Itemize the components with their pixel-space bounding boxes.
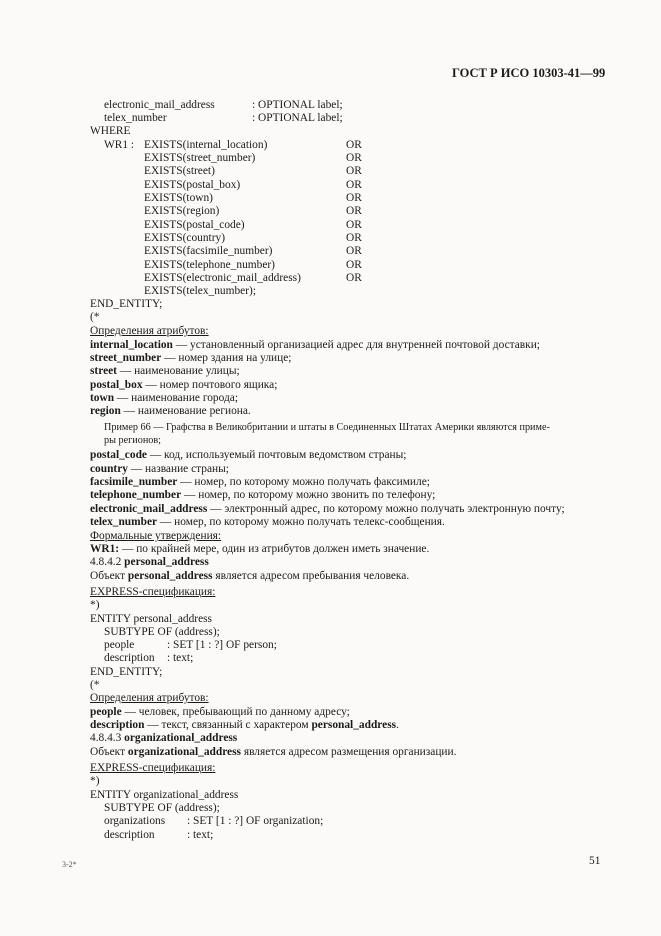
attr-term: postal_box — [90, 379, 143, 391]
attr-desc: — текст, связанный с характером — [144, 719, 312, 731]
attr-desc: — код, используемый почтовым ведомством страны; — [146, 449, 407, 461]
rule-term: WR1: — [90, 543, 120, 555]
attr-term: description — [90, 719, 145, 731]
example-note: Пример 66 — Графства в Великобритании и штаты в Соединенных Штатах Америки являются приме- — [104, 422, 550, 433]
attr-def-line — [90, 405, 251, 418]
attr-term: telex_number — [90, 516, 158, 528]
exists-line: EXISTS(electronic_mail_address) — [144, 272, 301, 284]
intro-text: является адресом пребывания человека. — [212, 570, 410, 582]
formal-rule — [90, 543, 429, 556]
or-keyword: OR — [346, 272, 362, 284]
where-keyword: WHERE — [90, 125, 131, 137]
exists-line: EXISTS(facsimile_number) — [144, 245, 273, 257]
attr-type-description: : text; — [167, 652, 194, 664]
attr-desc: . — [396, 719, 399, 731]
comment-open: (* — [90, 679, 100, 691]
exists-line: EXISTS(telex_number); — [144, 285, 256, 297]
attr-def-line — [90, 379, 277, 392]
or-keyword: OR — [346, 165, 362, 177]
attr-term: electronic_mail_address — [90, 503, 208, 515]
end-entity-keyword: END_ENTITY; — [90, 666, 163, 678]
example-note-cont: ры регионов; — [104, 435, 162, 446]
attr-term: people — [90, 706, 122, 718]
or-keyword: OR — [346, 152, 362, 164]
express-heading: EXPRESS-спецификация: — [90, 762, 216, 774]
attr-def-line — [90, 503, 565, 516]
page-number: 51 — [589, 855, 601, 867]
attr-desc: — номер, по которому можно получать телекс-сообщения. — [157, 516, 445, 528]
exists-line: EXISTS(telephone_number) — [144, 259, 275, 271]
exists-line: EXISTS(postal_box) — [144, 179, 241, 191]
attr-def-line — [90, 352, 291, 365]
attr-def-line — [90, 365, 240, 378]
exists-line: EXISTS(street_number) — [144, 152, 256, 164]
attr-desc: — наименование улицы; — [116, 365, 240, 377]
attr-desc: — номер, по которому можно звонить по телефону; — [181, 489, 436, 501]
intro-term: organizational_address — [127, 746, 241, 758]
attr-desc: — номер здания на улице; — [161, 352, 292, 364]
end-entity-keyword: END_ENTITY; — [90, 298, 163, 310]
attr-type-people: : SET [1 : ?] OF person; — [167, 639, 277, 651]
or-keyword: OR — [346, 205, 362, 217]
section-heading-org — [90, 732, 237, 745]
attr-type-organizations: : SET [1 : ?] OF organization; — [187, 815, 324, 827]
or-keyword: OR — [346, 259, 362, 271]
formal-heading: Формальные утверждения: — [90, 530, 222, 542]
attr-defs-heading: Определения атрибутов: — [90, 692, 209, 704]
attr-def-line — [90, 449, 406, 462]
exists-line: EXISTS(country) — [144, 232, 225, 244]
attr-def-line — [90, 719, 399, 732]
subtype-declaration: SUBTYPE OF (address); — [104, 802, 220, 814]
or-keyword: OR — [346, 245, 362, 257]
attr-type-description: : text; — [187, 829, 214, 841]
express-heading: EXPRESS-спецификация: — [90, 586, 216, 598]
or-keyword: OR — [346, 192, 362, 204]
attr-def-line — [90, 489, 435, 502]
attr-desc: — наименование региона. — [120, 405, 251, 417]
attr-def-line — [90, 706, 350, 719]
attr-type-email: : OPTIONAL label; — [252, 99, 343, 111]
attr-def-line — [90, 339, 540, 352]
attr-desc: — электронный адрес, по которому можно получать электронную почту; — [207, 503, 565, 515]
attr-desc: — название страны; — [127, 463, 229, 475]
attr-term: country — [90, 463, 128, 475]
section-number: 4.8.4.2 — [90, 556, 125, 568]
attr-desc-term: personal_address — [311, 719, 397, 731]
section-intro-personal — [90, 570, 409, 583]
attr-def-line — [90, 392, 238, 405]
attr-term: telephone_number — [90, 489, 182, 501]
attr-def-line — [90, 516, 445, 529]
attr-term: street_number — [90, 352, 162, 364]
attr-name-description: description — [104, 652, 155, 664]
attr-name-people: people — [104, 639, 135, 651]
exists-line: EXISTS(region) — [144, 205, 220, 217]
exists-line: EXISTS(internal_location) — [144, 139, 268, 151]
document-code-header: ГОСТ Р ИСО 10303-41—99 — [452, 66, 606, 80]
intro-text: является адресом размещения организации. — [240, 746, 457, 758]
attr-def-line — [90, 463, 229, 476]
comment-open: (* — [90, 311, 100, 323]
attr-desc: — установленный организацией адрес для внутренней почтовой доставки; — [172, 339, 540, 351]
attr-term: town — [90, 392, 115, 404]
entity-declaration: ENTITY organizational_address — [90, 789, 239, 801]
attr-type-telex: : OPTIONAL label; — [252, 112, 343, 124]
attr-defs-heading: Определения атрибутов: — [90, 325, 209, 337]
intro-term: personal_address — [127, 570, 213, 582]
or-keyword: OR — [346, 219, 362, 231]
attr-desc: — человек, пребывающий по данному адресу; — [121, 706, 350, 718]
rule-label: WR1 : — [104, 139, 135, 151]
section-title: personal_address — [124, 556, 209, 568]
attr-name-telex: telex_number — [104, 112, 167, 124]
rule-desc: — по крайней мере, один из атрибутов должен иметь значение. — [119, 543, 430, 555]
section-intro-org — [90, 746, 456, 759]
attr-desc: — номер, по которому можно получать факсимиле; — [177, 476, 430, 488]
attr-term: internal_location — [90, 339, 173, 351]
comment-close: *) — [90, 775, 100, 787]
entity-declaration: ENTITY personal_address — [90, 613, 212, 625]
exists-line: EXISTS(town) — [144, 192, 213, 204]
comment-close: *) — [90, 599, 100, 611]
subtype-declaration: SUBTYPE OF (address); — [104, 626, 220, 638]
section-title: organizational_address — [124, 732, 238, 744]
attr-name-organizations: organizations — [104, 815, 166, 827]
attr-name-description: description — [104, 829, 155, 841]
section-heading-personal — [90, 556, 209, 569]
intro-text: Объект — [90, 746, 128, 758]
attr-term: facsimile_number — [90, 476, 178, 488]
attr-term: street — [90, 365, 117, 377]
attr-def-line — [90, 476, 430, 489]
attr-term: postal_code — [90, 449, 147, 461]
footer-mark: 3-2* — [62, 860, 77, 869]
attr-term: region — [90, 405, 121, 417]
intro-text: Объект — [90, 570, 128, 582]
or-keyword: OR — [346, 179, 362, 191]
or-keyword: OR — [346, 139, 362, 151]
attr-name-email: electronic_mail_address — [104, 99, 215, 111]
attr-desc: — номер почтового ящика; — [142, 379, 278, 391]
attr-desc: — наименование города; — [114, 392, 238, 404]
exists-line: EXISTS(postal_code) — [144, 219, 245, 231]
exists-line: EXISTS(street) — [144, 165, 215, 177]
or-keyword: OR — [346, 232, 362, 244]
section-number: 4.8.4.3 — [90, 732, 125, 744]
